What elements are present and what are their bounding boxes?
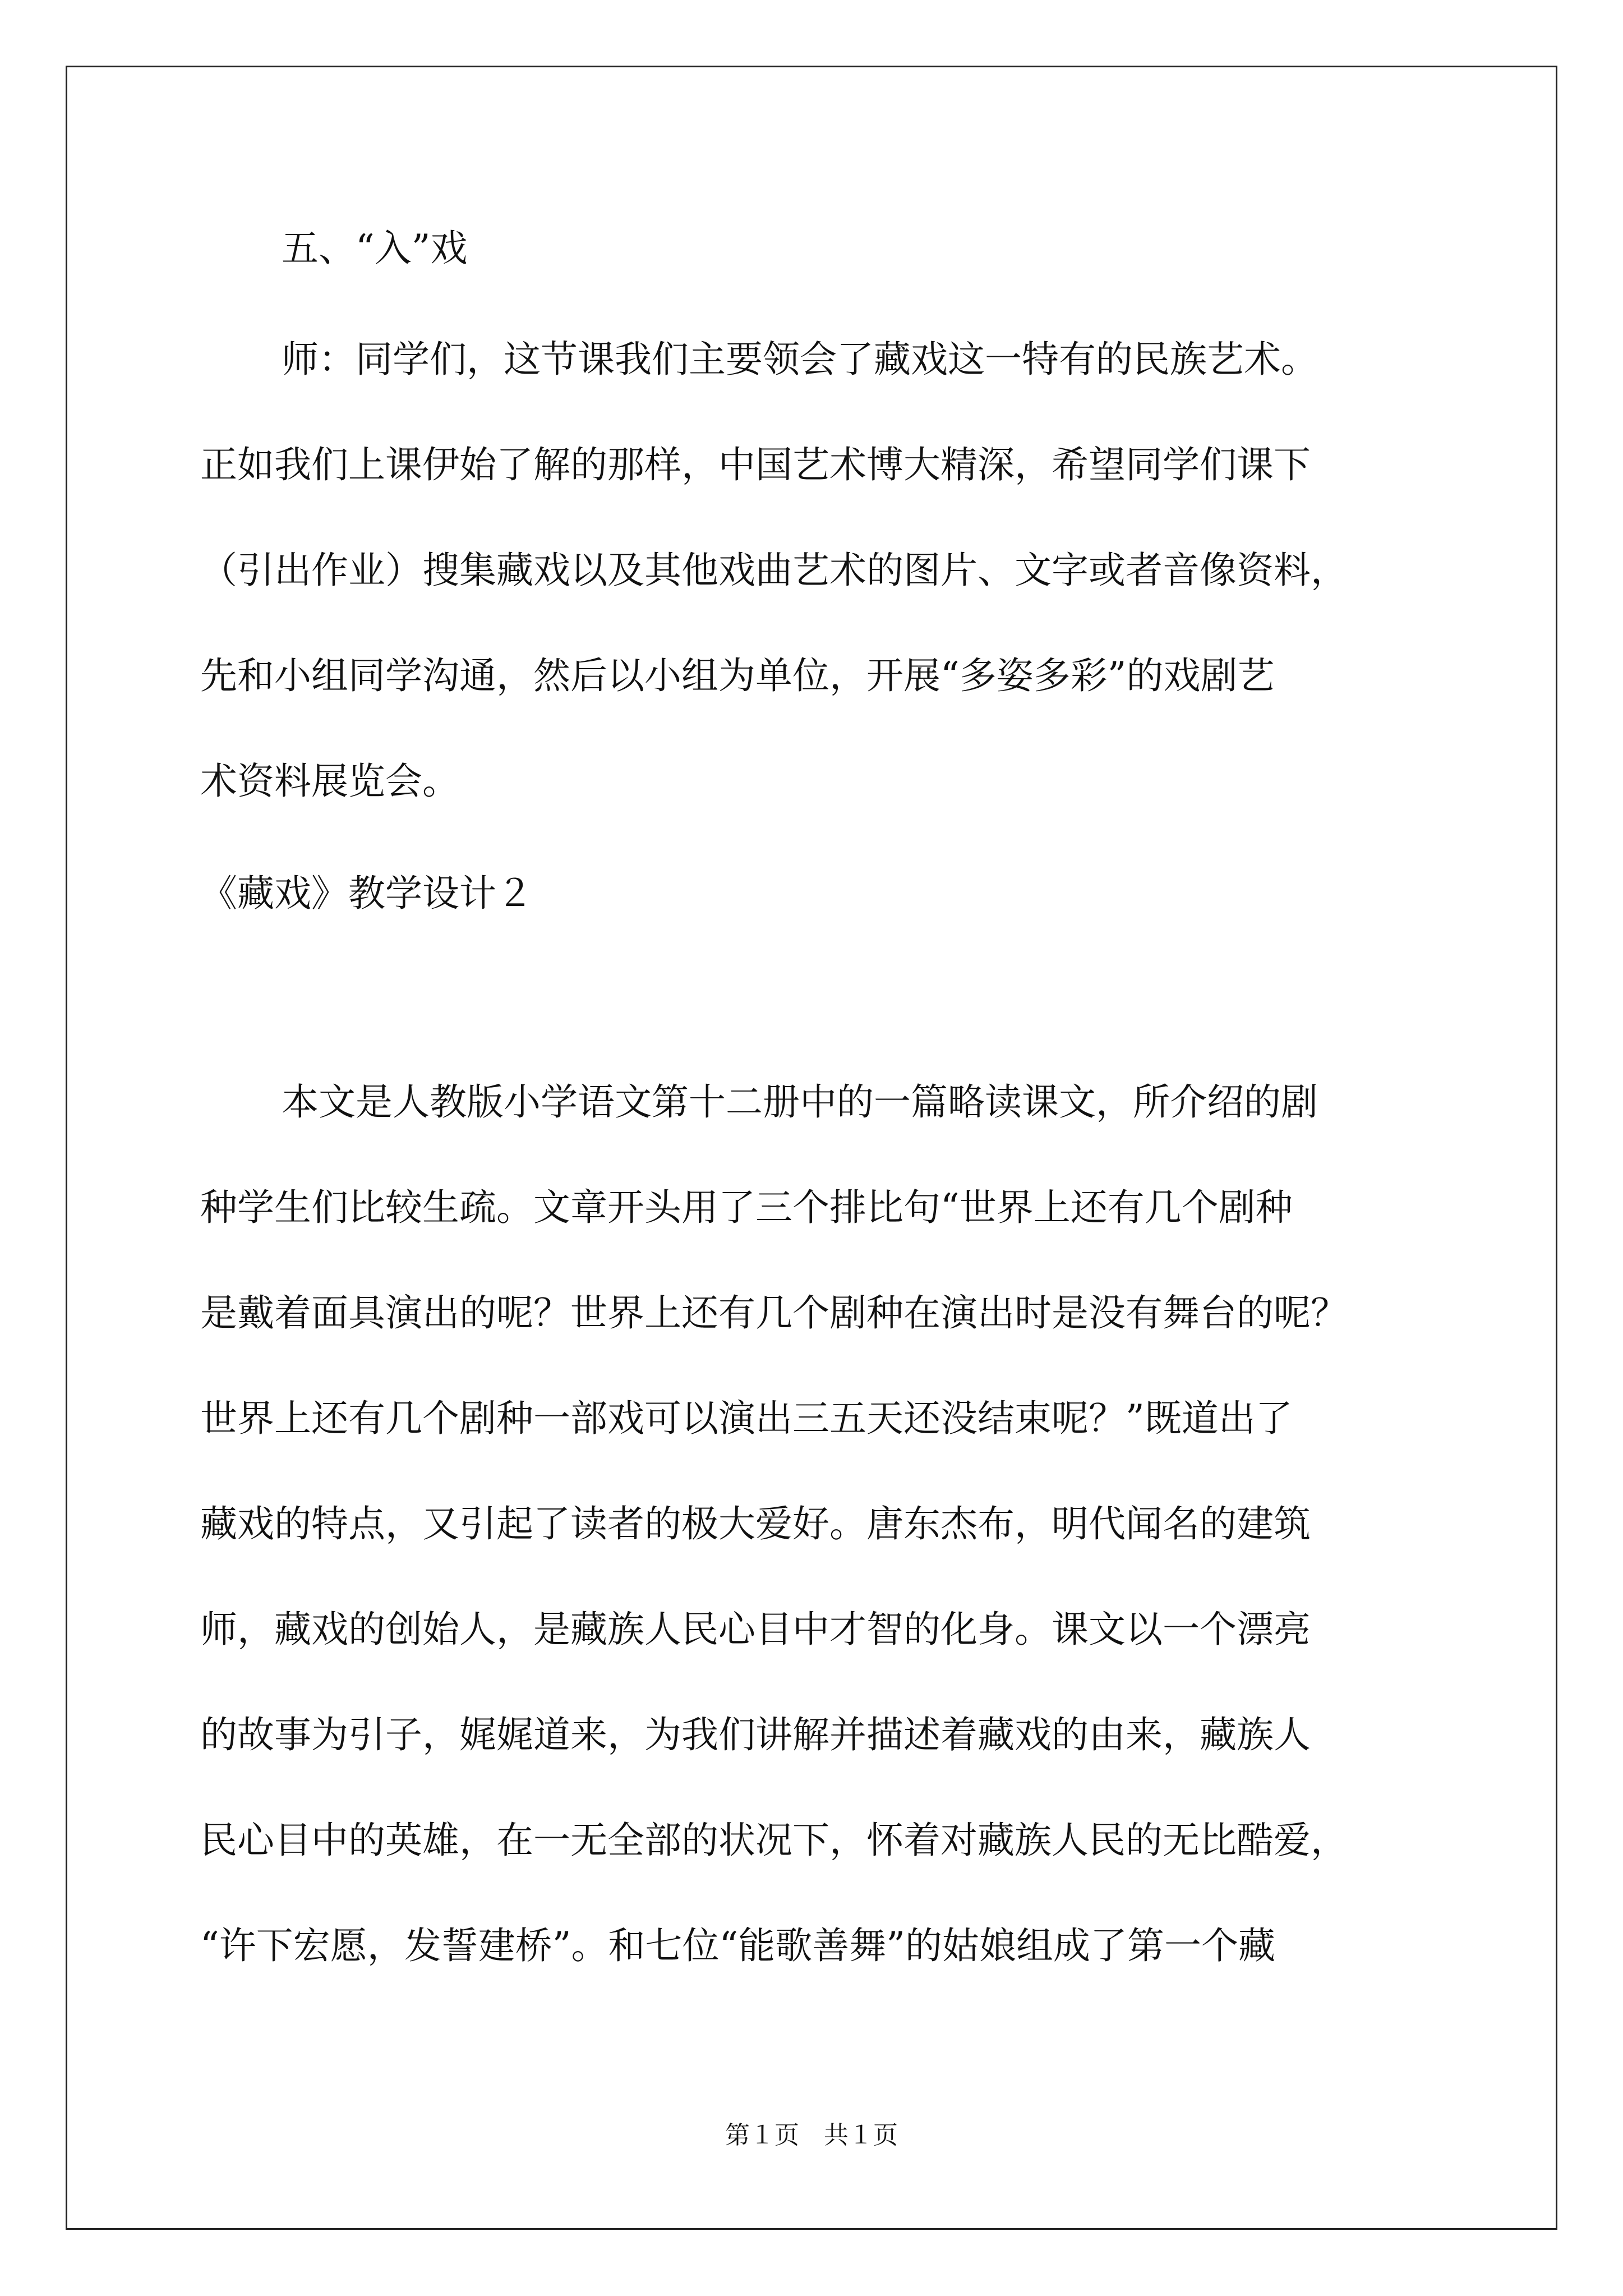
paragraph-line: 民心目中的英雄，在一无全部的状况下，怀着对藏族人民的无比酷爱， (200, 1819, 1348, 1862)
paragraph-line: 术资料展览会。 (200, 760, 459, 803)
paragraph-line: “许下宏愿，发誓建桥”。和七位“能歌善舞”的姑娘组成了第一个藏 (200, 1924, 1275, 1967)
paragraph-line: 种学生们比较生疏。文章开头用了三个排比句“世界上还有几个剧种 (200, 1186, 1293, 1229)
paragraph-line: 的故事为引子，娓娓道来，为我们讲解并描述着藏戏的由来，藏族人 (200, 1713, 1311, 1756)
paragraph-line: 藏戏的特点，又引起了读者的极大爱好。唐东杰布，明代闻名的建筑 (200, 1502, 1311, 1545)
paragraph-line: （引出作业）搜集藏戏以及其他戏曲艺术的图片、文字或者音像资料， (200, 549, 1348, 592)
paragraph-line: 本文是人教版小学语文第十二册中的一篇略读课文，所介绍的剧 (282, 1080, 1318, 1124)
document-title: 《藏戏》教学设计２ (200, 872, 533, 915)
paragraph-line: 师，藏戏的创始人，是藏族人民心目中才智的化身。课文以一个漂亮 (200, 1608, 1311, 1651)
paragraph-line: 世界上还有几个剧种一部戏可以演出三五天还没结束呢？”既道出了 (200, 1397, 1293, 1440)
page-number: 第１页 共１页 (725, 2121, 898, 2150)
paragraph-line: 正如我们上课伊始了解的那样，中国艺术博大精深，希望同学们课下 (200, 443, 1311, 486)
paragraph-line: 师：同学们，这节课我们主要领会了藏戏这一特有的民族艺术。 (282, 338, 1318, 381)
paragraph-line: 是戴着面具演出的呢？世界上还有几个剧种在演出时是没有舞台的呢？ (200, 1291, 1348, 1335)
paragraph-line: 先和小组同学沟通，然后以小组为单位，开展“多姿多彩”的戏剧艺 (200, 654, 1275, 697)
page-border (66, 66, 1557, 2230)
section-heading: 五、“入”戏 (282, 227, 468, 270)
